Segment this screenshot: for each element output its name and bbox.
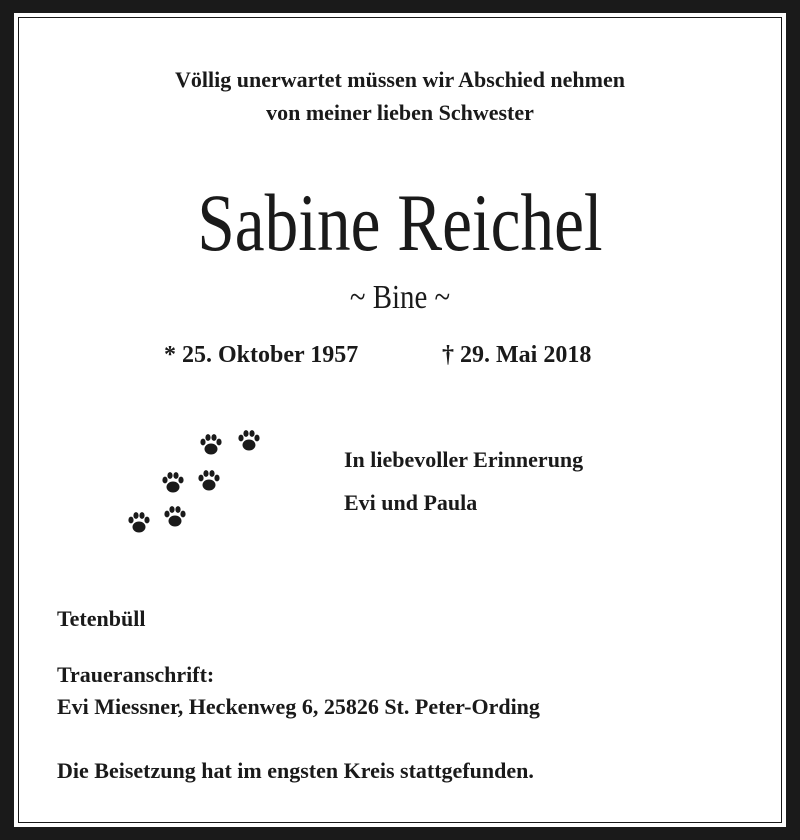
intro-line-1: Völlig unerwartet müssen wir Abschied nehmen [175,67,625,92]
paw-print-icon [126,510,152,536]
paw-print-icon [236,428,262,454]
birth-date: * 25. Oktober 1957 [164,342,359,368]
paw-print-icon [196,468,222,494]
paw-print-icon [198,432,224,458]
deceased-name: Sabine Reichel [197,177,603,268]
address-value: Evi Miessner, Heckenweg 6, 25826 St. Peter-Ording [57,694,540,719]
burial-note: Die Beisetzung hat im engsten Kreis stattgefunden. [57,758,534,783]
location-text: Tetenbüll [57,606,146,631]
deceased-nickname: ~ Bine ~ [349,279,451,316]
obituary-card [12,11,788,829]
intro-text [14,63,786,129]
death-date: † 29. Mai 2018 [442,342,592,368]
memory-block [344,438,583,524]
paw-print-icon [162,504,188,530]
intro-line-2: von meiner lieben Schwester [266,100,534,125]
memory-line-1: In liebevoller Erinnerung [344,447,584,472]
mourning-address [57,659,540,723]
address-label: Traueranschrift: [57,662,215,687]
paw-print-icon [160,470,186,496]
paw-prints-decoration [114,418,284,548]
memory-signatories: Evi und Paula [344,490,478,515]
